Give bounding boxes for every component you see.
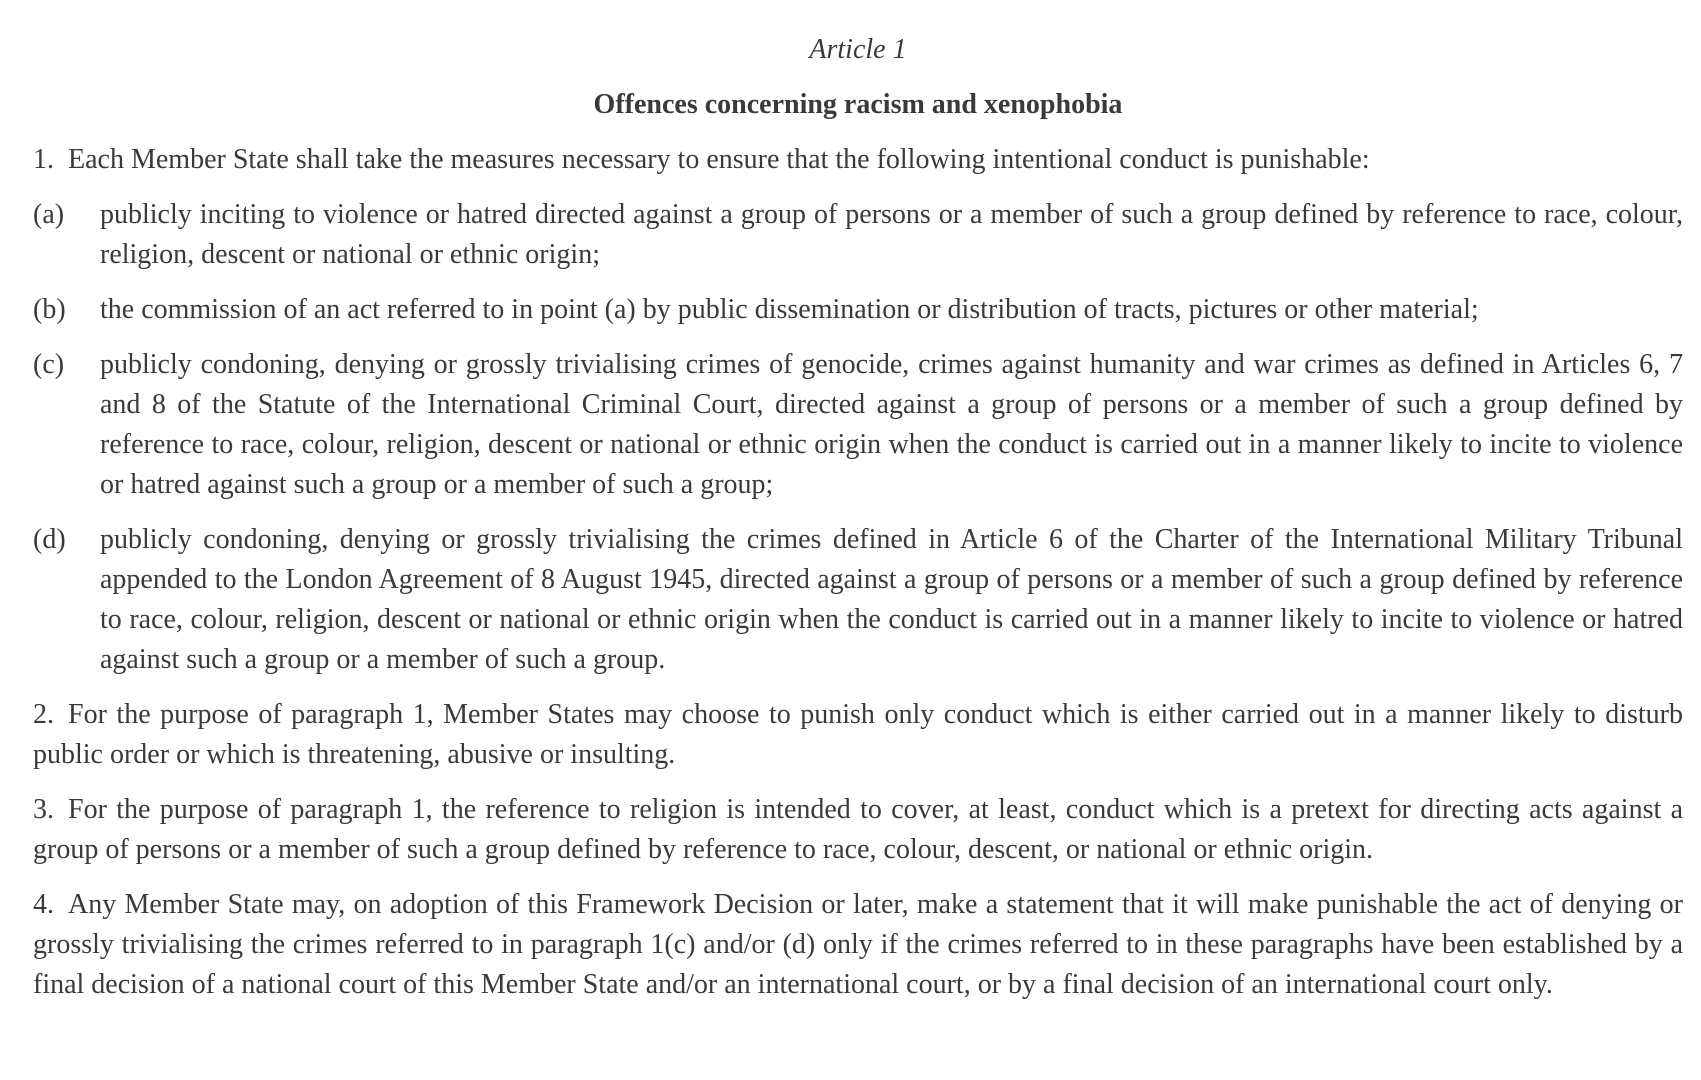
item-text: publicly condoning, denying or grossly trivialising the crimes defined in Article 6 of the Charter of the International Military Tribunal appended to the London Agreement of 8 August 1945, directed against a group of persons or a member of such a group defined by reference to race, colour, religion, descent or national or ethnic origin when the conduct is carried out in a manner likely to incite to violence or hatred against such a group or a member of such a group. xyxy=(100,524,1683,675)
paragraph-4 xyxy=(33,885,1683,1005)
list-item-b xyxy=(33,290,1683,330)
paragraph-text: For the purpose of paragraph 1, the reference to religion is intended to cover, at least, conduct which is a pretext for directing acts against a group of persons or a member of such a group defined by reference to race, colour, descent, or national or ethnic origin. xyxy=(33,794,1683,865)
article-heading: Offences concerning racism and xenophobia xyxy=(593,89,1123,120)
paragraph-number: 3. xyxy=(33,794,54,825)
list-item-a xyxy=(33,195,1683,275)
paragraph-number: 1. xyxy=(33,144,54,175)
item-label: (b) xyxy=(33,294,66,325)
paragraph-text: Each Member State shall take the measures necessary to ensure that the following intentional conduct is punishable: xyxy=(68,144,1370,175)
paragraph-text: For the purpose of paragraph 1, Member States may choose to punish only conduct which is either carried out in a manner likely to disturb public order or which is threatening, abusive or insulting. xyxy=(33,699,1683,770)
paragraph-2 xyxy=(33,695,1683,775)
article-title: Article 1 xyxy=(809,34,907,65)
paragraph-1 xyxy=(33,140,1683,180)
item-label: (a) xyxy=(33,199,65,230)
item-text: the commission of an act referred to in point (a) by public dissemination or distribution of tracts, pictures or other material; xyxy=(100,294,1479,325)
paragraph-3 xyxy=(33,790,1683,870)
paragraph-number: 4. xyxy=(33,889,54,920)
paragraph-number: 2. xyxy=(33,699,54,730)
list-item-d xyxy=(33,520,1683,680)
item-label: (d) xyxy=(33,524,66,555)
paragraph-text: Any Member State may, on adoption of this Framework Decision or later, make a statement that it will make punishable the act of denying or grossly trivialising the crimes referred to in paragraph 1(c) and/or (d) only if the crimes referred to in these paragraphs have been established by a final decision of a national court of this Member State and/or an international court, or by a final decision of an international court only. xyxy=(33,889,1683,1000)
item-label: (c) xyxy=(33,349,65,380)
item-text: publicly condoning, denying or grossly trivialising crimes of genocide, crimes against humanity and war crimes as defined in Articles 6, 7 and 8 of the Statute of the International Criminal Court, directed against a group of persons or a member of such a group defined by reference to race, colour, religion, descent or national or ethnic origin when the conduct is carried out in a manner likely to incite to violence or hatred against such a group or a member of such a group; xyxy=(100,349,1683,500)
list-item-c xyxy=(33,345,1683,505)
item-text: publicly inciting to violence or hatred directed against a group of persons or a member of such a group defined by reference to race, colour, religion, descent or national or ethnic origin; xyxy=(100,199,1683,270)
